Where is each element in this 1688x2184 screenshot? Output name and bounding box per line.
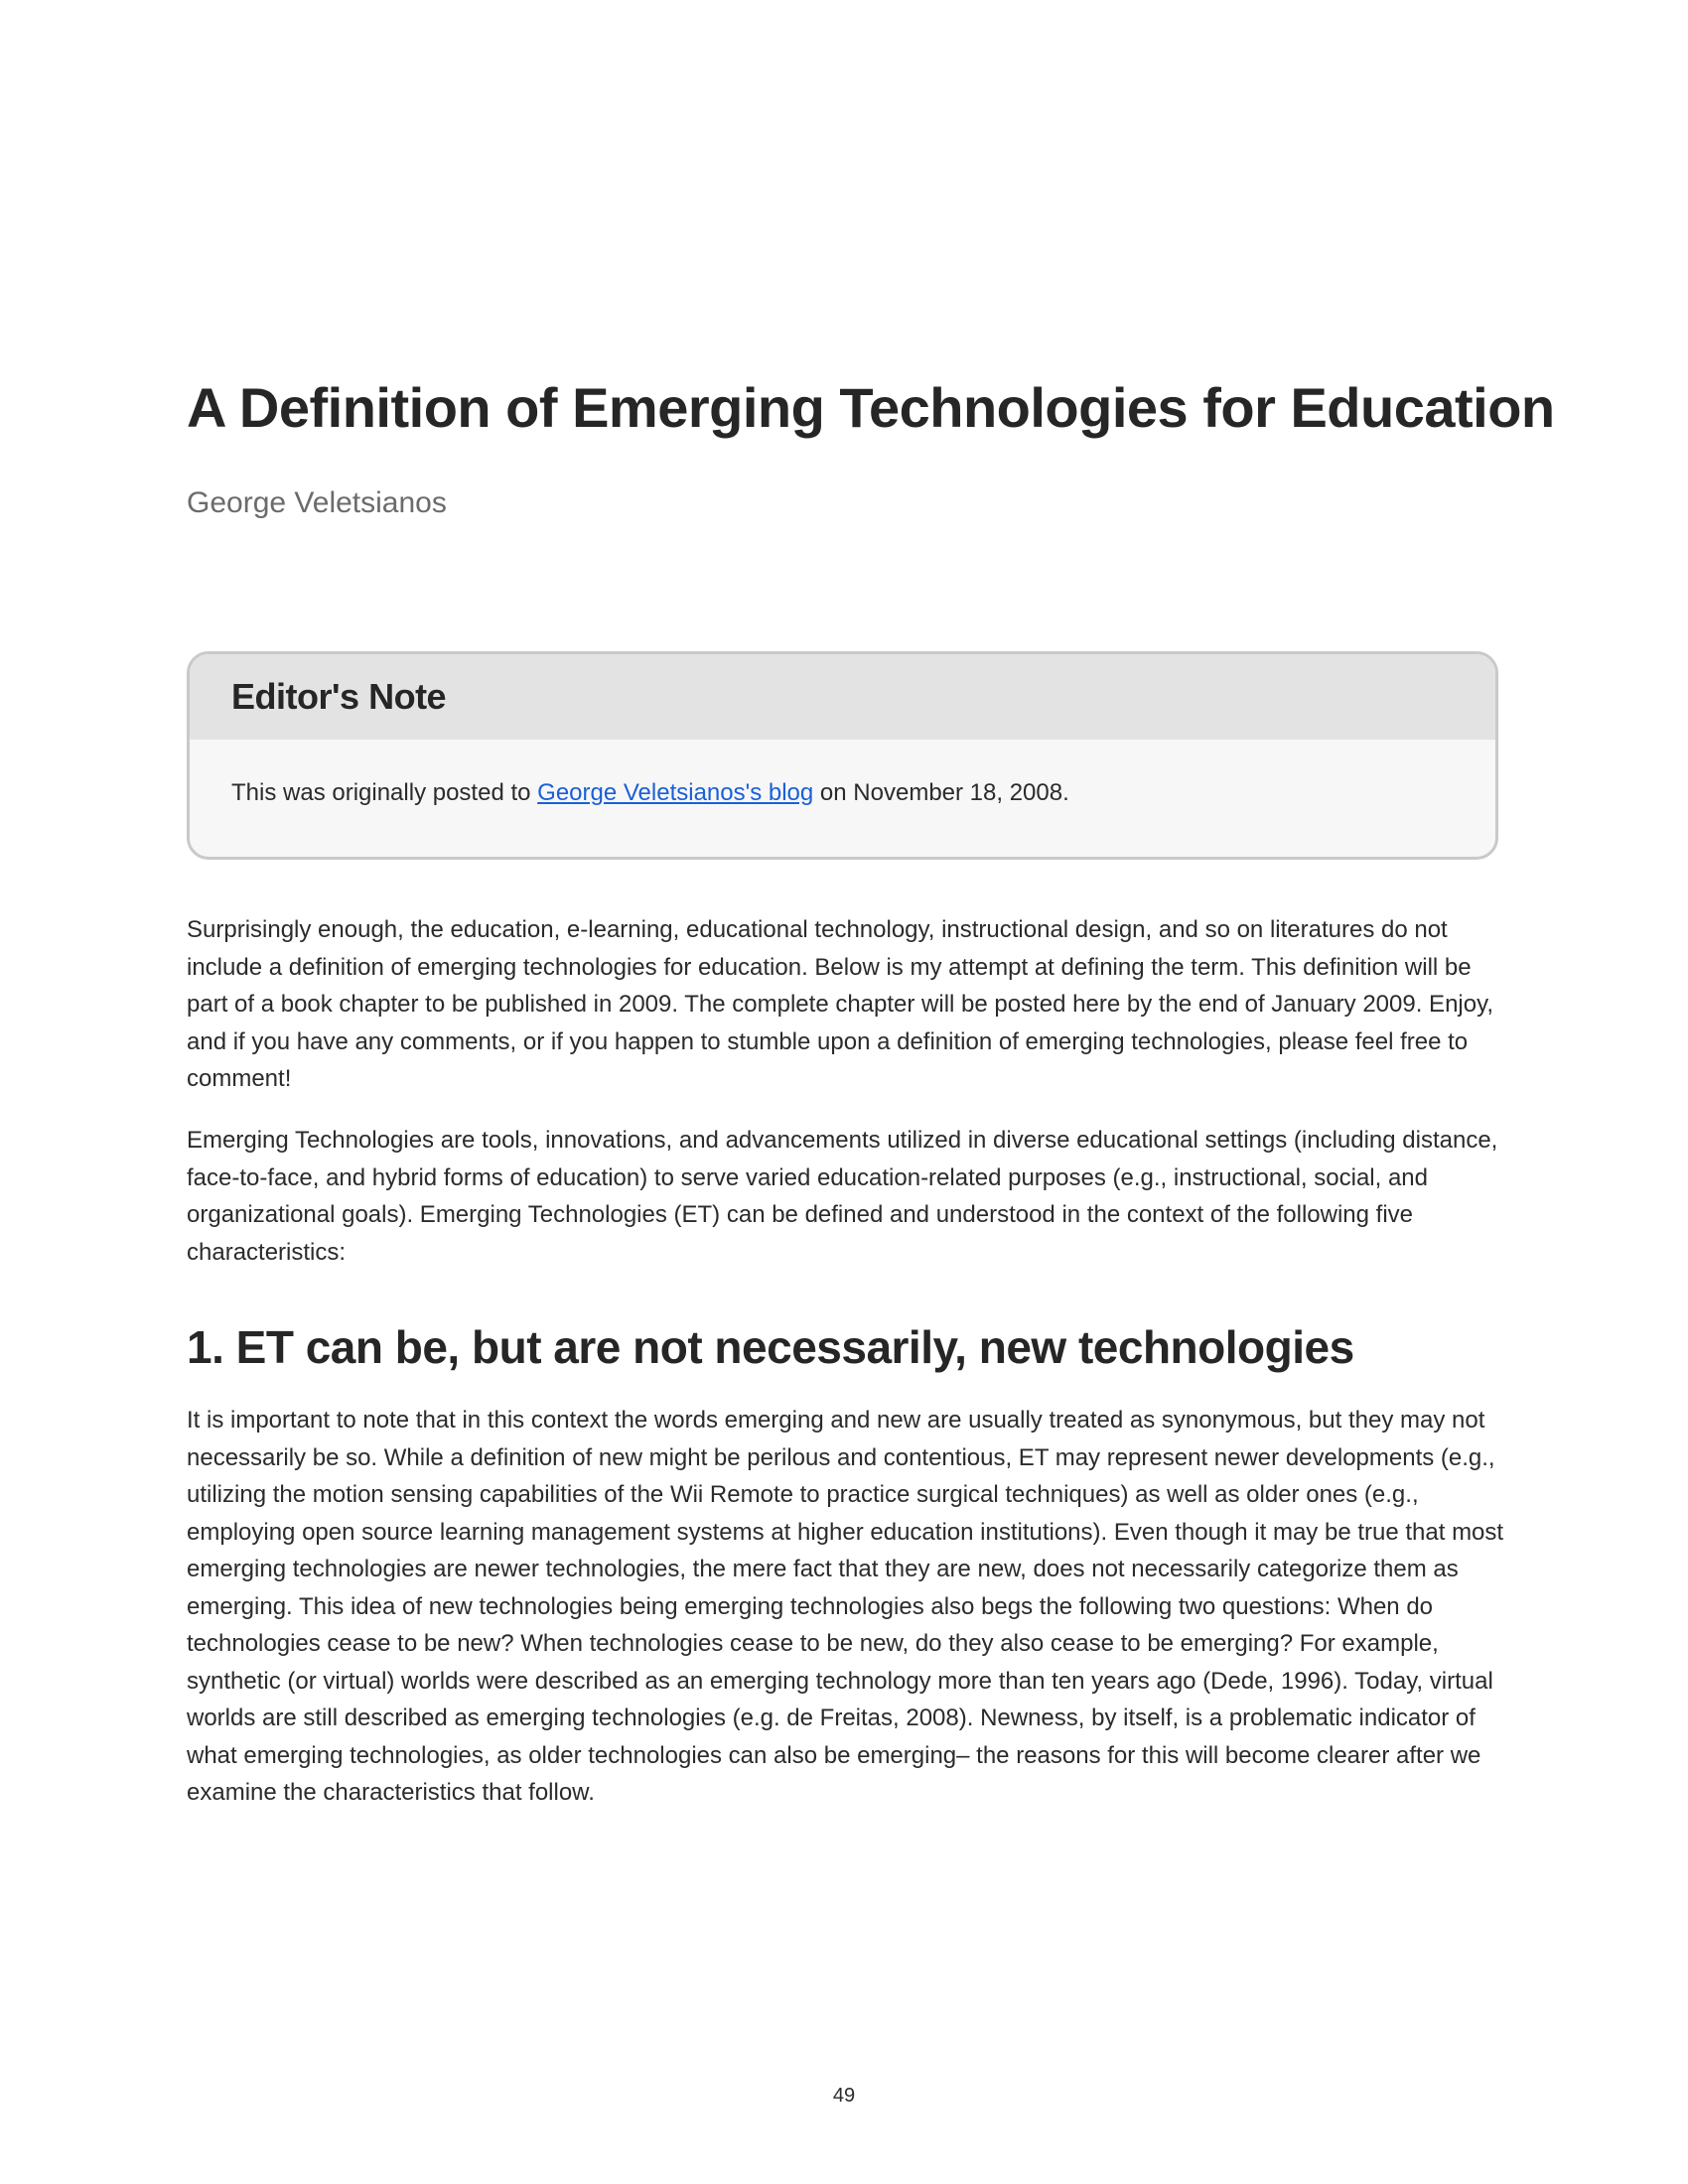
editor-note-body	[190, 740, 1495, 807]
definition-paragraph: Emerging Technologies are tools, innovations, and advancements utilized in diverse educational settings (including distance, face-to-face, and hybrid forms of education) to serve varied education-related purposes (e.g., instructional, social, and organizational goals). Emerging Technologies (ET) can be defined and understood in the context of the following five characteristics:	[187, 1127, 1498, 1266]
section-heading: 1. ET can be, but are not necessarily, new technologies	[187, 1321, 1354, 1373]
editor-note-box	[187, 651, 1498, 860]
intro-paragraph: Surprisingly enough, the education, e-learning, educational technology, instructional design, and so on literatures do not include a definition of emerging technologies for education. Below is my attempt at defining the term. This definition will be part of a book chapter to be published in 2009. The complete chapter will be posted here by the end of January 2009. Enjoy, and if you have any comments, or if you happen to stumble upon a definition of emerging technologies, please feel free to comment!	[187, 916, 1493, 1092]
editor-note-header	[190, 654, 1495, 740]
page-number: 49	[832, 2085, 856, 2107]
blog-link[interactable]: George Veletsianos's blog	[537, 779, 814, 806]
section-paragraph: It is important to note that in this context the words emerging and new are usually treated as synonymous, but they may not necessarily be so. While a definition of new might be perilous and contentious, ET may represent newer developments (e.g., utilizing the motion sensing capabilities of the Wii Remote to practice surgical techniques) as well as older ones (e.g., employing open source learning management systems at higher education institutions). Even though it may be true that most emerging technologies are newer technologies, the mere fact that they are new, does not necessarily categorize them as emerging. This idea of new technologies being emerging technologies also begs the following two questions: When do technologies cease to be new? When technologies cease to be new, do they also cease to be emerging? For example, synthetic (or virtual) worlds were described as an emerging technology more than ten years ago (Dede, 1996). Today, virtual worlds are still described as emerging technologies (e.g. de Freitas, 2008). Newness, by itself, is a problematic indicator of what emerging technologies, as older technologies can also be emerging– the reasons for this will become clearer after we examine the characteristics that follow.	[187, 1407, 1504, 1806]
chapter-author: George Veletsianos	[187, 486, 447, 519]
editor-note-text-after: on November 18, 2008.	[813, 779, 1069, 806]
editor-note-text-before: This was originally posted to	[231, 779, 538, 806]
chapter-title: A Definition of Emerging Technologies for Education	[187, 376, 1555, 439]
editor-note-title: Editor's Note	[231, 676, 447, 717]
document-page	[187, 0, 1555, 2184]
